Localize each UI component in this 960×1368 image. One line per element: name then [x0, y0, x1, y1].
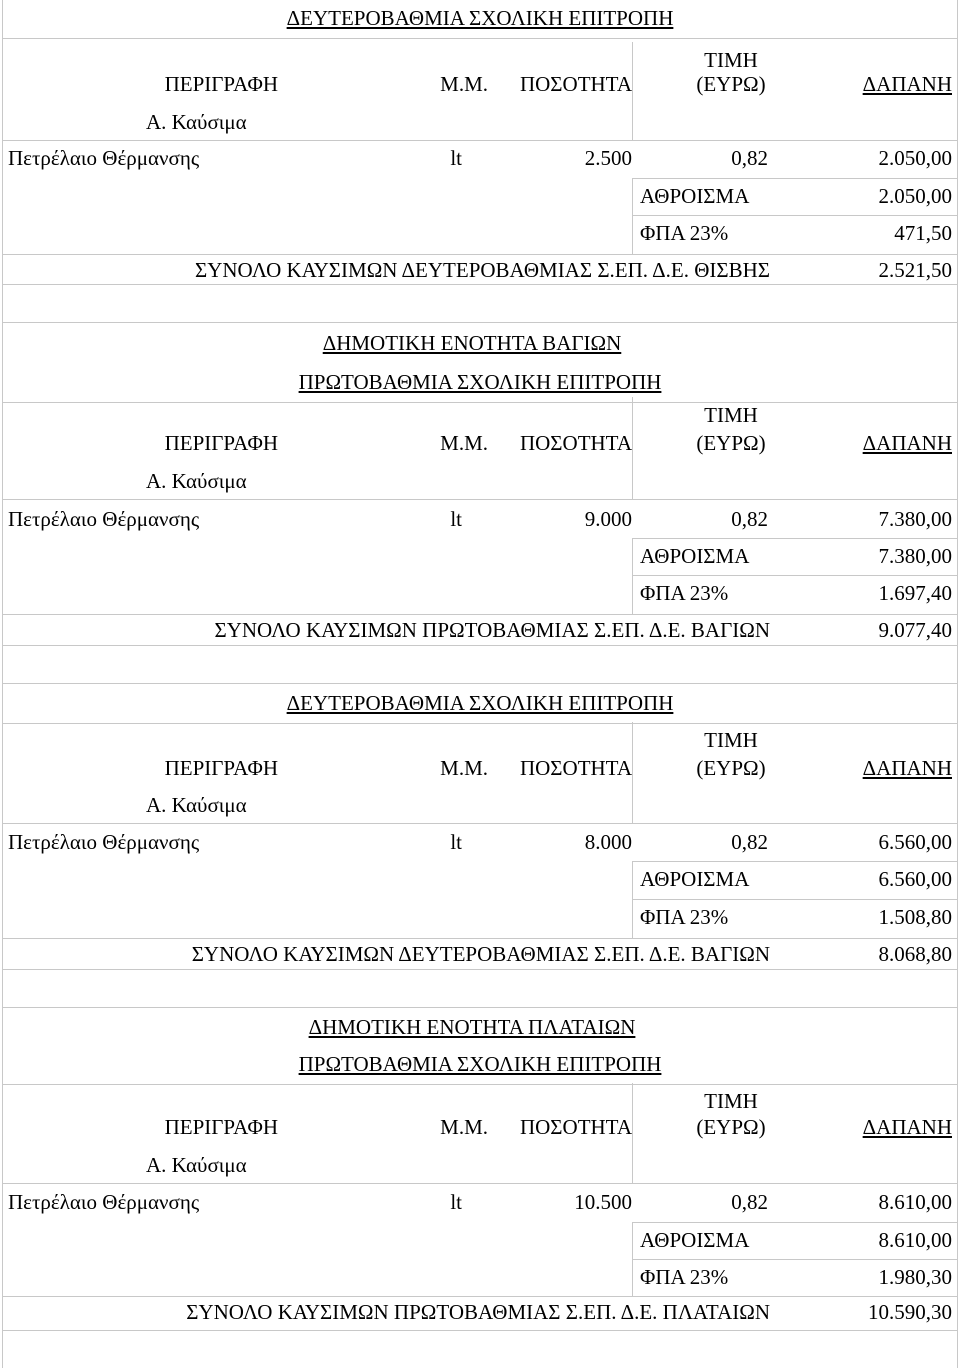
category-label: Α. Καύσιμα [146, 1153, 247, 1177]
grid-line [632, 538, 958, 539]
grid-line [2, 969, 958, 970]
col-header-description: ΠΕΡΙΓΡΑΦΗ [164, 72, 278, 96]
grid-line [2, 723, 958, 724]
vat-label: ΦΠΑ 23% [640, 905, 729, 929]
category-label: Α. Καύσιμα [146, 110, 247, 134]
item-price: 0,82 [731, 146, 768, 170]
item-description: Πετρέλαιο Θέρμανσης [8, 146, 200, 170]
item-description: Πετρέλαιο Θέρμανσης [8, 507, 200, 531]
sum-label: ΑΘΡΟΙΣΜΑ [640, 1228, 750, 1252]
item-unit: lt [450, 1190, 462, 1214]
category-label: Α. Καύσιμα [146, 469, 247, 493]
item-cost: 6.560,00 [878, 830, 952, 854]
total-label: ΣΥΝΟΛΟ ΚΑΥΣΙΜΩΝ ΔΕΥΤΕΡΟΒΑΘΜΙΑΣ Σ.ΕΠ. Δ.Ε. ΘΙΣΒΗΣ [195, 258, 770, 282]
category-label: Α. Καύσιμα [146, 793, 247, 817]
vat-value: 1.697,40 [878, 581, 952, 605]
vat-value: 1.980,30 [878, 1265, 952, 1289]
grid-line [632, 538, 633, 614]
total-label: ΣΥΝΟΛΟ ΚΑΥΣΙΜΩΝ ΠΡΩΤΟΒΑΘΜΙΑΣ Σ.ΕΠ. Δ.Ε. ΒΑΓΙΩΝ [214, 618, 770, 642]
col-header-cost: ΔΑΠΑΝΗ [862, 756, 952, 780]
grid-line [632, 1259, 958, 1260]
item-cost: 2.050,00 [878, 146, 952, 170]
frame-right [957, 0, 958, 1368]
vat-value: 1.508,80 [878, 905, 952, 929]
col-header-description: ΠΕΡΙΓΡΑΦΗ [164, 431, 278, 455]
grid-line [2, 683, 958, 684]
grid-line [2, 1183, 958, 1184]
col-header-price-unit: (ΕΥΡΩ) [696, 72, 766, 96]
col-header-description: ΠΕΡΙΓΡΑΦΗ [164, 1115, 278, 1139]
grid-line [2, 284, 958, 285]
item-unit: lt [450, 507, 462, 531]
grid-line [632, 1222, 958, 1223]
grid-line [2, 140, 958, 141]
grid-line [632, 861, 958, 862]
item-price: 0,82 [731, 830, 768, 854]
total-value: 10.590,30 [868, 1300, 952, 1324]
item-cost: 7.380,00 [878, 507, 952, 531]
grid-line [2, 322, 958, 323]
item-unit: lt [450, 830, 462, 854]
col-header-quantity: ΠΟΣΟΤΗΤΑ [519, 431, 632, 455]
total-value: 9.077,40 [878, 618, 952, 642]
col-header-cost: ΔΑΠΑΝΗ [862, 431, 952, 455]
col-header-unit: Μ.Μ. [440, 756, 488, 780]
item-description: Πετρέλαιο Θέρμανσης [8, 830, 200, 854]
grid-line [2, 614, 958, 615]
total-label: ΣΥΝΟΛΟ ΚΑΥΣΙΜΩΝ ΠΡΩΤΟΒΑΘΜΙΑΣ Σ.ΕΠ. Δ.Ε. ΠΛΑΤΑΙΩΝ [186, 1300, 770, 1324]
sum-label: ΑΘΡΟΙΣΜΑ [640, 867, 750, 891]
grid-line [632, 42, 633, 140]
col-header-price: ΤΙΜΗ [704, 48, 758, 72]
unit-title: ΔΗΜΟΤΙΚΗ ΕΝΟΤΗΤΑ ΒΑΓΙΩΝ [322, 331, 622, 355]
grid-line [632, 861, 633, 938]
item-quantity: 2.500 [584, 146, 632, 170]
grid-line [632, 575, 958, 576]
grid-line [2, 254, 958, 255]
grid-line [2, 499, 958, 500]
vat-label: ΦΠΑ 23% [640, 1265, 729, 1289]
total-value: 8.068,80 [878, 942, 952, 966]
item-price: 0,82 [731, 1190, 768, 1214]
sum-label: ΑΘΡΟΙΣΜΑ [640, 184, 750, 208]
sum-value: 2.050,00 [878, 184, 952, 208]
vat-value: 471,50 [894, 221, 952, 245]
item-cost: 8.610,00 [878, 1190, 952, 1214]
grid-line [632, 397, 633, 499]
sum-label: ΑΘΡΟΙΣΜΑ [640, 544, 750, 568]
col-header-quantity: ΠΟΣΟΤΗΤΑ [519, 1115, 632, 1139]
vat-label: ΦΠΑ 23% [640, 581, 729, 605]
vat-label: ΦΠΑ 23% [640, 221, 729, 245]
col-header-price-unit: (ΕΥΡΩ) [696, 1115, 766, 1139]
grid-line [2, 402, 958, 403]
col-header-price-unit: (ΕΥΡΩ) [696, 756, 766, 780]
sum-value: 8.610,00 [878, 1228, 952, 1252]
grid-line [2, 823, 958, 824]
unit-title: ΔΗΜΟΤΙΚΗ ΕΝΟΤΗΤΑ ΠΛΑΤΑΙΩΝ [308, 1015, 636, 1039]
col-header-price: ΤΙΜΗ [704, 403, 758, 427]
total-value: 2.521,50 [878, 258, 952, 282]
item-price: 0,82 [731, 507, 768, 531]
grid-line [2, 38, 958, 39]
item-unit: lt [450, 146, 462, 170]
grid-line [2, 1330, 958, 1331]
item-description: Πετρέλαιο Θέρμανσης [8, 1190, 200, 1214]
item-quantity: 9.000 [584, 507, 632, 531]
grid-line [632, 722, 633, 823]
col-header-quantity: ΠΟΣΟΤΗΤΑ [519, 72, 632, 96]
col-header-price: ΤΙΜΗ [704, 1089, 758, 1113]
grid-line [632, 1083, 633, 1183]
item-quantity: 10.500 [574, 1190, 632, 1214]
committee-title: ΠΡΩΤΟΒΑΘΜΙΑ ΣΧΟΛΙΚΗ ΕΠΙΤΡΟΠΗ [298, 370, 662, 394]
grid-line [632, 178, 633, 254]
grid-line [632, 1222, 633, 1296]
col-header-price-unit: (ΕΥΡΩ) [696, 431, 766, 455]
grid-line [632, 178, 958, 179]
col-header-unit: Μ.Μ. [440, 1115, 488, 1139]
committee-title: ΔΕΥΤΕΡΟΒΑΘΜΙΑ ΣΧΟΛΙΚΗ ΕΠΙΤΡΟΠΗ [286, 6, 674, 30]
col-header-cost: ΔΑΠΑΝΗ [862, 1115, 952, 1139]
col-header-description: ΠΕΡΙΓΡΑΦΗ [164, 756, 278, 780]
col-header-quantity: ΠΟΣΟΤΗΤΑ [519, 756, 632, 780]
item-quantity: 8.000 [584, 830, 632, 854]
sum-value: 7.380,00 [878, 544, 952, 568]
grid-line [2, 938, 958, 939]
col-header-unit: Μ.Μ. [440, 72, 488, 96]
grid-line [2, 1007, 958, 1008]
grid-line [632, 899, 958, 900]
grid-line [2, 645, 958, 646]
grid-line [632, 215, 958, 216]
total-label: ΣΥΝΟΛΟ ΚΑΥΣΙΜΩΝ ΔΕΥΤΕΡΟΒΑΘΜΙΑΣ Σ.ΕΠ. Δ.Ε. ΒΑΓΙΩΝ [191, 942, 770, 966]
committee-title: ΔΕΥΤΕΡΟΒΑΘΜΙΑ ΣΧΟΛΙΚΗ ΕΠΙΤΡΟΠΗ [286, 691, 674, 715]
col-header-cost: ΔΑΠΑΝΗ [862, 72, 952, 96]
col-header-price: ΤΙΜΗ [704, 728, 758, 752]
col-header-unit: Μ.Μ. [440, 431, 488, 455]
sum-value: 6.560,00 [878, 867, 952, 891]
grid-line [2, 1296, 958, 1297]
grid-line [2, 1084, 958, 1085]
committee-title: ΠΡΩΤΟΒΑΘΜΙΑ ΣΧΟΛΙΚΗ ΕΠΙΤΡΟΠΗ [298, 1052, 662, 1076]
frame-left [2, 0, 3, 1368]
